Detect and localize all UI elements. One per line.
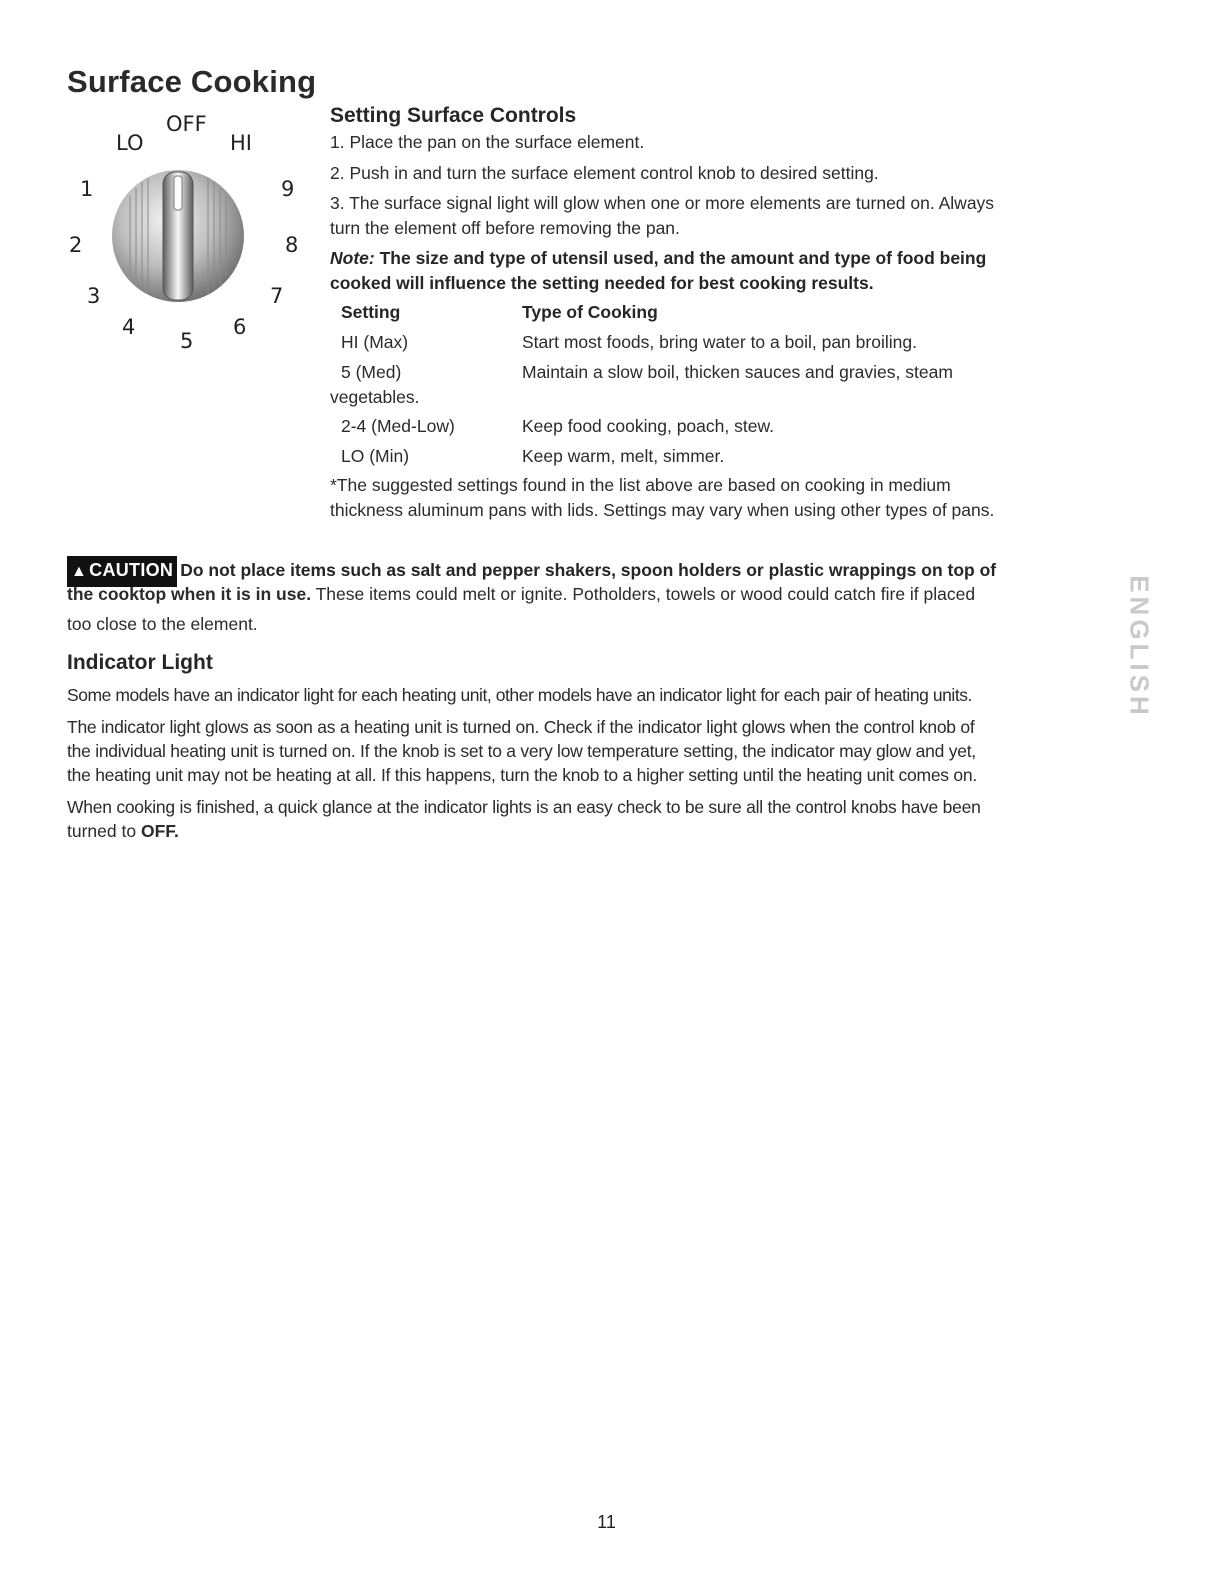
caution-text: These items could melt or ignite. Potholders, towels or wood could catch fire if placed <box>311 584 976 604</box>
table-footnote-line-2: thickness aluminum pans with lids. Settings may vary when using other types of pans. <box>330 500 995 520</box>
dial-label-off: OFF <box>166 112 207 136</box>
caution-bold-text: Do not place items such as salt and pepper shakers, spoon holders or plastic wrappings on top of <box>180 560 997 580</box>
table-cell-setting: LO (Min) <box>341 446 410 466</box>
step-3-line-2: turn the element off before removing the pan. <box>330 218 680 238</box>
table-footnote-line-1: *The suggested settings found in the list above are based on cooking in medium <box>330 475 951 495</box>
table-cell-setting: 2-4 (Med-Low) <box>341 416 455 436</box>
table-cell-setting: HI (Max) <box>341 332 409 352</box>
dial-label-6: 6 <box>233 315 247 339</box>
knob-icon <box>108 166 248 306</box>
dial-label-9: 9 <box>281 177 295 201</box>
indicator-text: turned to <box>67 821 141 841</box>
indicator-paragraph-2-line-2: the individual heating unit is turned on. If the knob is set to a very low temperature setting, the indicator may glow and yet, <box>67 741 976 761</box>
step-3-line-1: 3. The surface signal light will glow when one or more elements are turned on. Always <box>330 193 995 213</box>
language-side-tab-label: ENGLISH <box>1124 575 1155 719</box>
indicator-paragraph-1: Some models have an indicator light for each heating unit, other models have an indicator light for each pair of heating units. <box>67 685 972 705</box>
section-heading-setting-controls: Setting Surface Controls <box>330 104 577 127</box>
dial-label-3: 3 <box>87 284 101 308</box>
language-side-tab <box>1124 567 1155 727</box>
dial-label-7: 7 <box>270 284 284 308</box>
step-1: 1. Place the pan on the surface element. <box>330 132 645 152</box>
dial-label-lo: LO <box>116 131 144 155</box>
dial-label-4: 4 <box>122 315 136 339</box>
caution-bold-text: the cooktop when it is in use. <box>67 584 312 604</box>
step-2: 2. Push in and turn the surface element control knob to desired setting. <box>330 163 879 183</box>
off-label: OFF. <box>140 821 179 841</box>
table-cell-type: Keep food cooking, poach, stew. <box>522 416 774 436</box>
table-cell-type: Start most foods, bring water to a boil, pan broiling. <box>522 332 917 352</box>
dial-label-8: 8 <box>285 233 299 257</box>
indicator-paragraph-2-line-3: the heating unit may not be heating at all. If this happens, turn the knob to a higher setting until the heating unit comes on. <box>67 765 977 785</box>
warning-icon: ▲ <box>71 563 88 580</box>
page-number: 11 <box>597 1512 616 1532</box>
note-line-1 <box>330 245 986 271</box>
caution-line-3: too close to the element. <box>67 614 258 634</box>
page-title: Surface Cooking <box>67 64 317 99</box>
dial-label-2: 2 <box>69 233 83 257</box>
dial-label-hi: HI <box>230 131 252 155</box>
indicator-paragraph-3-line-2 <box>67 818 179 844</box>
note-label: Note: <box>330 248 375 268</box>
table-cell-type: Maintain a slow boil, thicken sauces and gravies, steam <box>522 362 953 382</box>
dial-label-5: 5 <box>180 329 194 353</box>
table-header-type: Type of Cooking <box>522 302 658 322</box>
table-cell-setting: 5 (Med) <box>341 362 402 382</box>
table-cell-type: Keep warm, melt, simmer. <box>522 446 725 466</box>
note-line-2: cooked will influence the setting needed for best cooking results. <box>330 273 874 293</box>
dial-label-1: 1 <box>80 177 94 201</box>
caution-badge-label: CAUTION <box>89 560 174 580</box>
caution-line-2 <box>67 581 975 607</box>
indicator-paragraph-2-line-1: The indicator light glows as soon as a heating unit is turned on. Check if the indicator light glows when the control knob of <box>67 717 975 737</box>
note-text: The size and type of utensil used, and the amount and type of food being <box>379 248 987 268</box>
section-heading-indicator-light: Indicator Light <box>67 651 213 674</box>
table-header-setting: Setting <box>341 302 401 322</box>
indicator-paragraph-3-line-1: When cooking is finished, a quick glance at the indicator lights is an easy check to be sure all the control knobs have been <box>67 797 981 817</box>
table-wrap-continuation: vegetables. <box>330 387 420 407</box>
